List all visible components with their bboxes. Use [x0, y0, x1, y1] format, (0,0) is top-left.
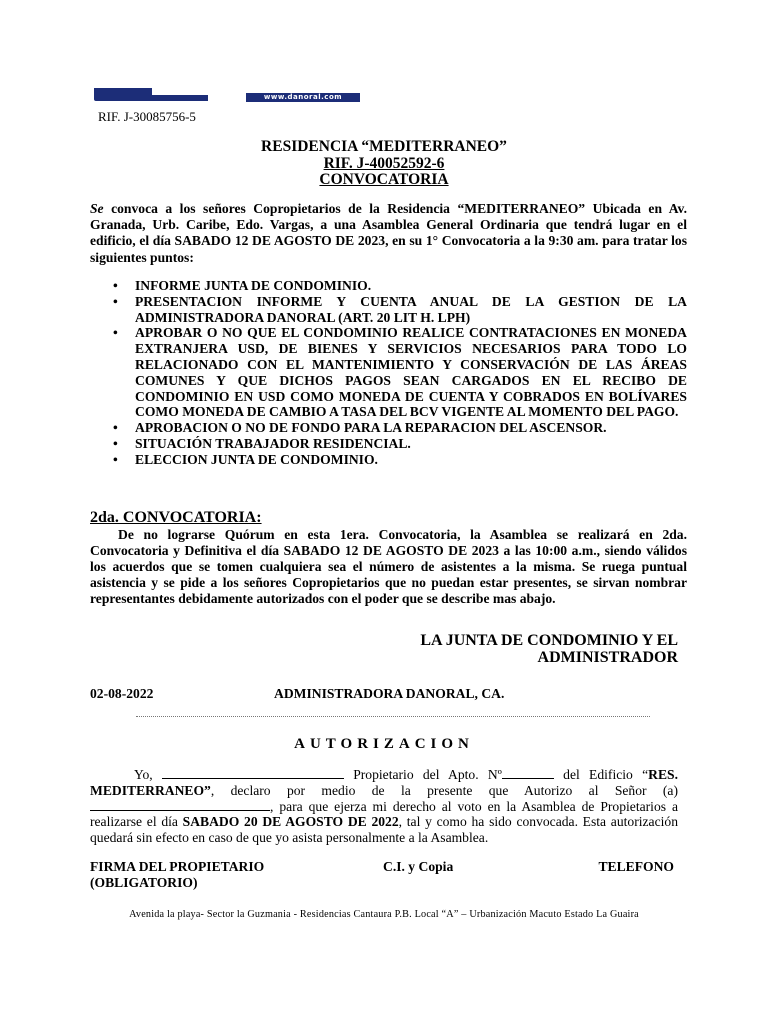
agenda-item: • SITUACIÓN TRABAJADOR RESIDENCIAL.: [113, 435, 411, 451]
dotted-divider: [136, 716, 650, 717]
document-title: CONVOCATORIA: [319, 171, 449, 188]
board-line-2: ADMINISTRADOR: [537, 649, 678, 666]
agenda-item: • PRESENTACION INFORME Y CUENTA ANUAL DE LA GESTION DE LA ADMINISTRADORA DANORAL (ART. 20 LIT H. LPH): [113, 293, 687, 325]
id-copy-label: C.I. y Copia: [383, 859, 454, 874]
building-name: RESIDENCIA “MEDITERRANEO”: [261, 138, 507, 155]
representative-name-blank[interactable]: [90, 799, 270, 811]
bullet-icon: •: [113, 451, 118, 467]
letterhead-logo-bar: [152, 95, 208, 101]
owner-name-blank[interactable]: [162, 767, 344, 779]
agenda-item: • INFORME JUNTA DE CONDOMINIO.: [113, 278, 372, 293]
agenda-list: [113, 278, 687, 468]
website-banner: www.danoral.com: [246, 93, 360, 102]
authorization-text: Yo, Propietario del Apto. Nº del Edificio “RES. MEDITERRANEO”, declaro por medio de la presente que Autorizo al Señor (a) , para que ejerza mi derecho al voto en la Asamblea de Propietarios a realizarse el día SABADO 20 DE AGOSTO DE 2022, tal y como ha sido convocada. Esta autorización quedará sin efecto en caso de que yo asista personalmente a la Asamblea.: [90, 767, 678, 846]
intro-paragraph: [90, 201, 687, 266]
document-date: 02-08-2022: [90, 686, 154, 701]
company-rif: RIF. J-30085756-5: [98, 109, 196, 124]
intro-lead: Se: [90, 201, 104, 216]
owner-signature-label: FIRMA DEL PROPIETARIO (OBLIGATORIO): [90, 859, 265, 890]
agenda-item: • APROBACION O NO DE FONDO PARA LA REPARACION DEL ASCENSOR.: [113, 420, 607, 436]
board-line-1: LA JUNTA DE CONDOMINIO Y EL: [420, 632, 678, 649]
bullet-icon: •: [113, 435, 118, 451]
apartment-number-blank[interactable]: [502, 767, 554, 779]
bullet-icon: •: [113, 293, 118, 309]
authorization-title: AUTORIZACION: [294, 736, 474, 752]
phone-label: TELEFONO: [598, 859, 674, 874]
second-call-title: 2da. CONVOCATORIA:: [90, 509, 262, 526]
bullet-icon: •: [113, 325, 118, 341]
building-rif: RIF. J-40052592-6: [323, 155, 445, 172]
intro-text: convoca a los señores Copropietarios de la Residencia “MEDITERRANEO” Ubicada en Av. Granada, Urb. Caribe, Edo. Vargas, a una Asamblea General Ordinaria que tendrá lugar en el edificio, el día SABADO 12 DE AGOSTO DE 2023, en su 1° Convocatoria a la 9:30 am. para tratar los siguientes puntos:: [90, 201, 687, 265]
bullet-icon: •: [113, 420, 118, 436]
second-call-text: De no lograrse Quórum en esta 1era. Convocatoria, la Asamblea se realizará en 2da. Convocatoria y Definitiva el día SABADO 12 DE AGOSTO DE 2023 a las 10:00 a.m., siendo válidos los acuerdos que se tomen cualquiera sea el número de asistentes a la misma. Se ruega puntual asistencia y se pide a los señores Copropietarios que no puedan estar presentes, se sirvan nombrar representantes debidamente autorizados con el poder que se describe mas abajo.: [90, 527, 687, 607]
bullet-icon: •: [113, 278, 118, 293]
board-signature: [420, 632, 678, 666]
letterhead-logo-block: [94, 88, 152, 101]
agenda-item: • APROBAR O NO QUE EL CONDOMINIO REALICE CONTRATACIONES EN MONEDA EXTRANJERA USD, DE BIENES Y SERVICIOS NECESARIOS PARA TODO LO RELACIONADO CON EL MANTENIMIENTO Y CONSERVACIÓN DE LAS ÁREAS COMUNES Y QUE DICHOS PAGOS SEAN CARGADOS EN EL RECIBO DE CONDOMINIO EN USD COMO MONEDA DE CUENTA Y COBRADOS EN BOLÍVARES COMO MONEDA DE CAMBIO A TASA DEL BCV VIGENTE AL MOMENTO DEL PAGO.: [113, 325, 687, 420]
agenda-item: • ELECCION JUNTA DE CONDOMINIO.: [113, 451, 378, 467]
administrator-name: ADMINISTRADORA DANORAL, CA.: [274, 686, 505, 701]
footer-address: Avenida la playa- Sector la Guzmania - Residencias Cantaura P.B. Local “A” – Urbanización Macuto Estado La Guaira: [129, 909, 639, 920]
